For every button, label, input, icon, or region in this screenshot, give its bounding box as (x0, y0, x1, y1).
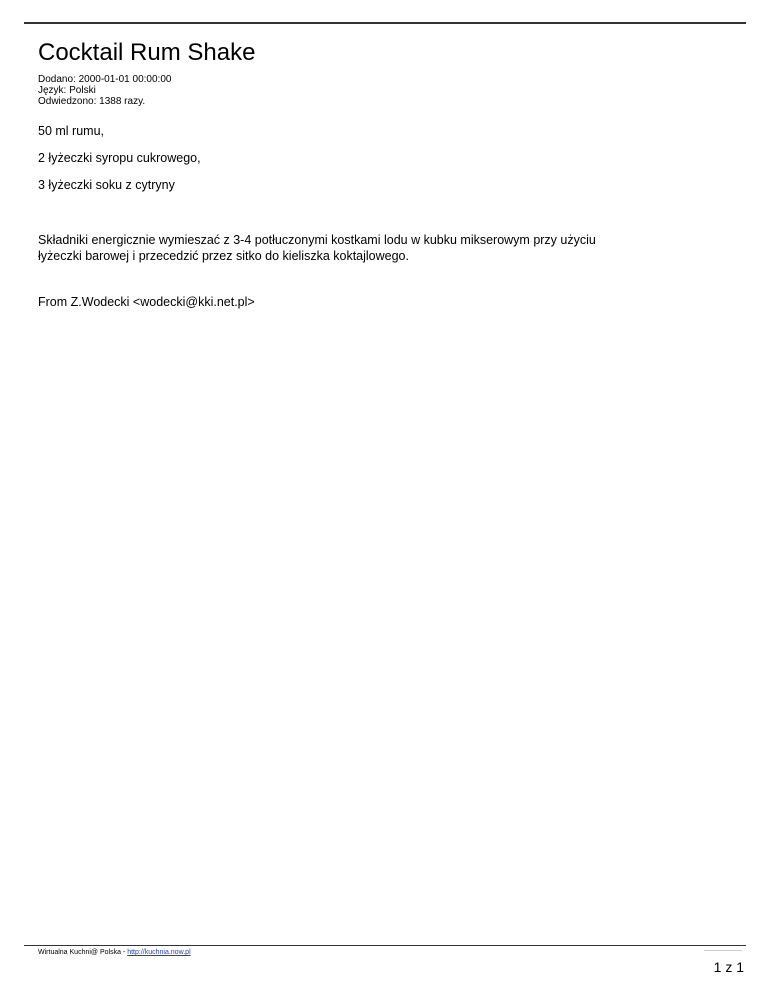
instructions-paragraph (38, 232, 718, 264)
instructions-line: Składniki energicznie wymieszać z 3-4 potłuczonymi kostkami lodu w kubku mikserowym przy użyciu (38, 233, 596, 247)
ingredient-item: 3 łyżeczki soku z cytryny (38, 178, 175, 192)
page-title: Cocktail Rum Shake (38, 39, 256, 66)
meta-visited: Odwiedzono: 1388 razy. (38, 96, 146, 107)
recipe-meta (38, 74, 171, 107)
ingredient-item: 2 łyżeczki syropu cukrowego, (38, 151, 201, 165)
ingredients-list (38, 123, 201, 204)
footer-site-text: Wirtualna Kuchni@ Polska - (38, 949, 128, 956)
footer (38, 948, 191, 957)
page-mark-line (704, 950, 742, 951)
instructions-line: łyżeczki barowej i przecedzić przez sitko do kieliszka koktajlowego. (38, 249, 409, 263)
ingredient-item: 50 ml rumu, (38, 124, 104, 138)
footer-site-link[interactable]: http://kuchnia.now.pl (127, 949, 191, 956)
meta-language: Język: Polski (38, 85, 96, 96)
header-rule (24, 22, 746, 24)
page-number: 1 z 1 (713, 959, 744, 975)
author-credit: From Z.Wodecki <wodecki@kki.net.pl> (38, 295, 255, 309)
footer-rule (24, 945, 746, 946)
meta-added: Dodano: 2000-01-01 00:00:00 (38, 74, 172, 85)
